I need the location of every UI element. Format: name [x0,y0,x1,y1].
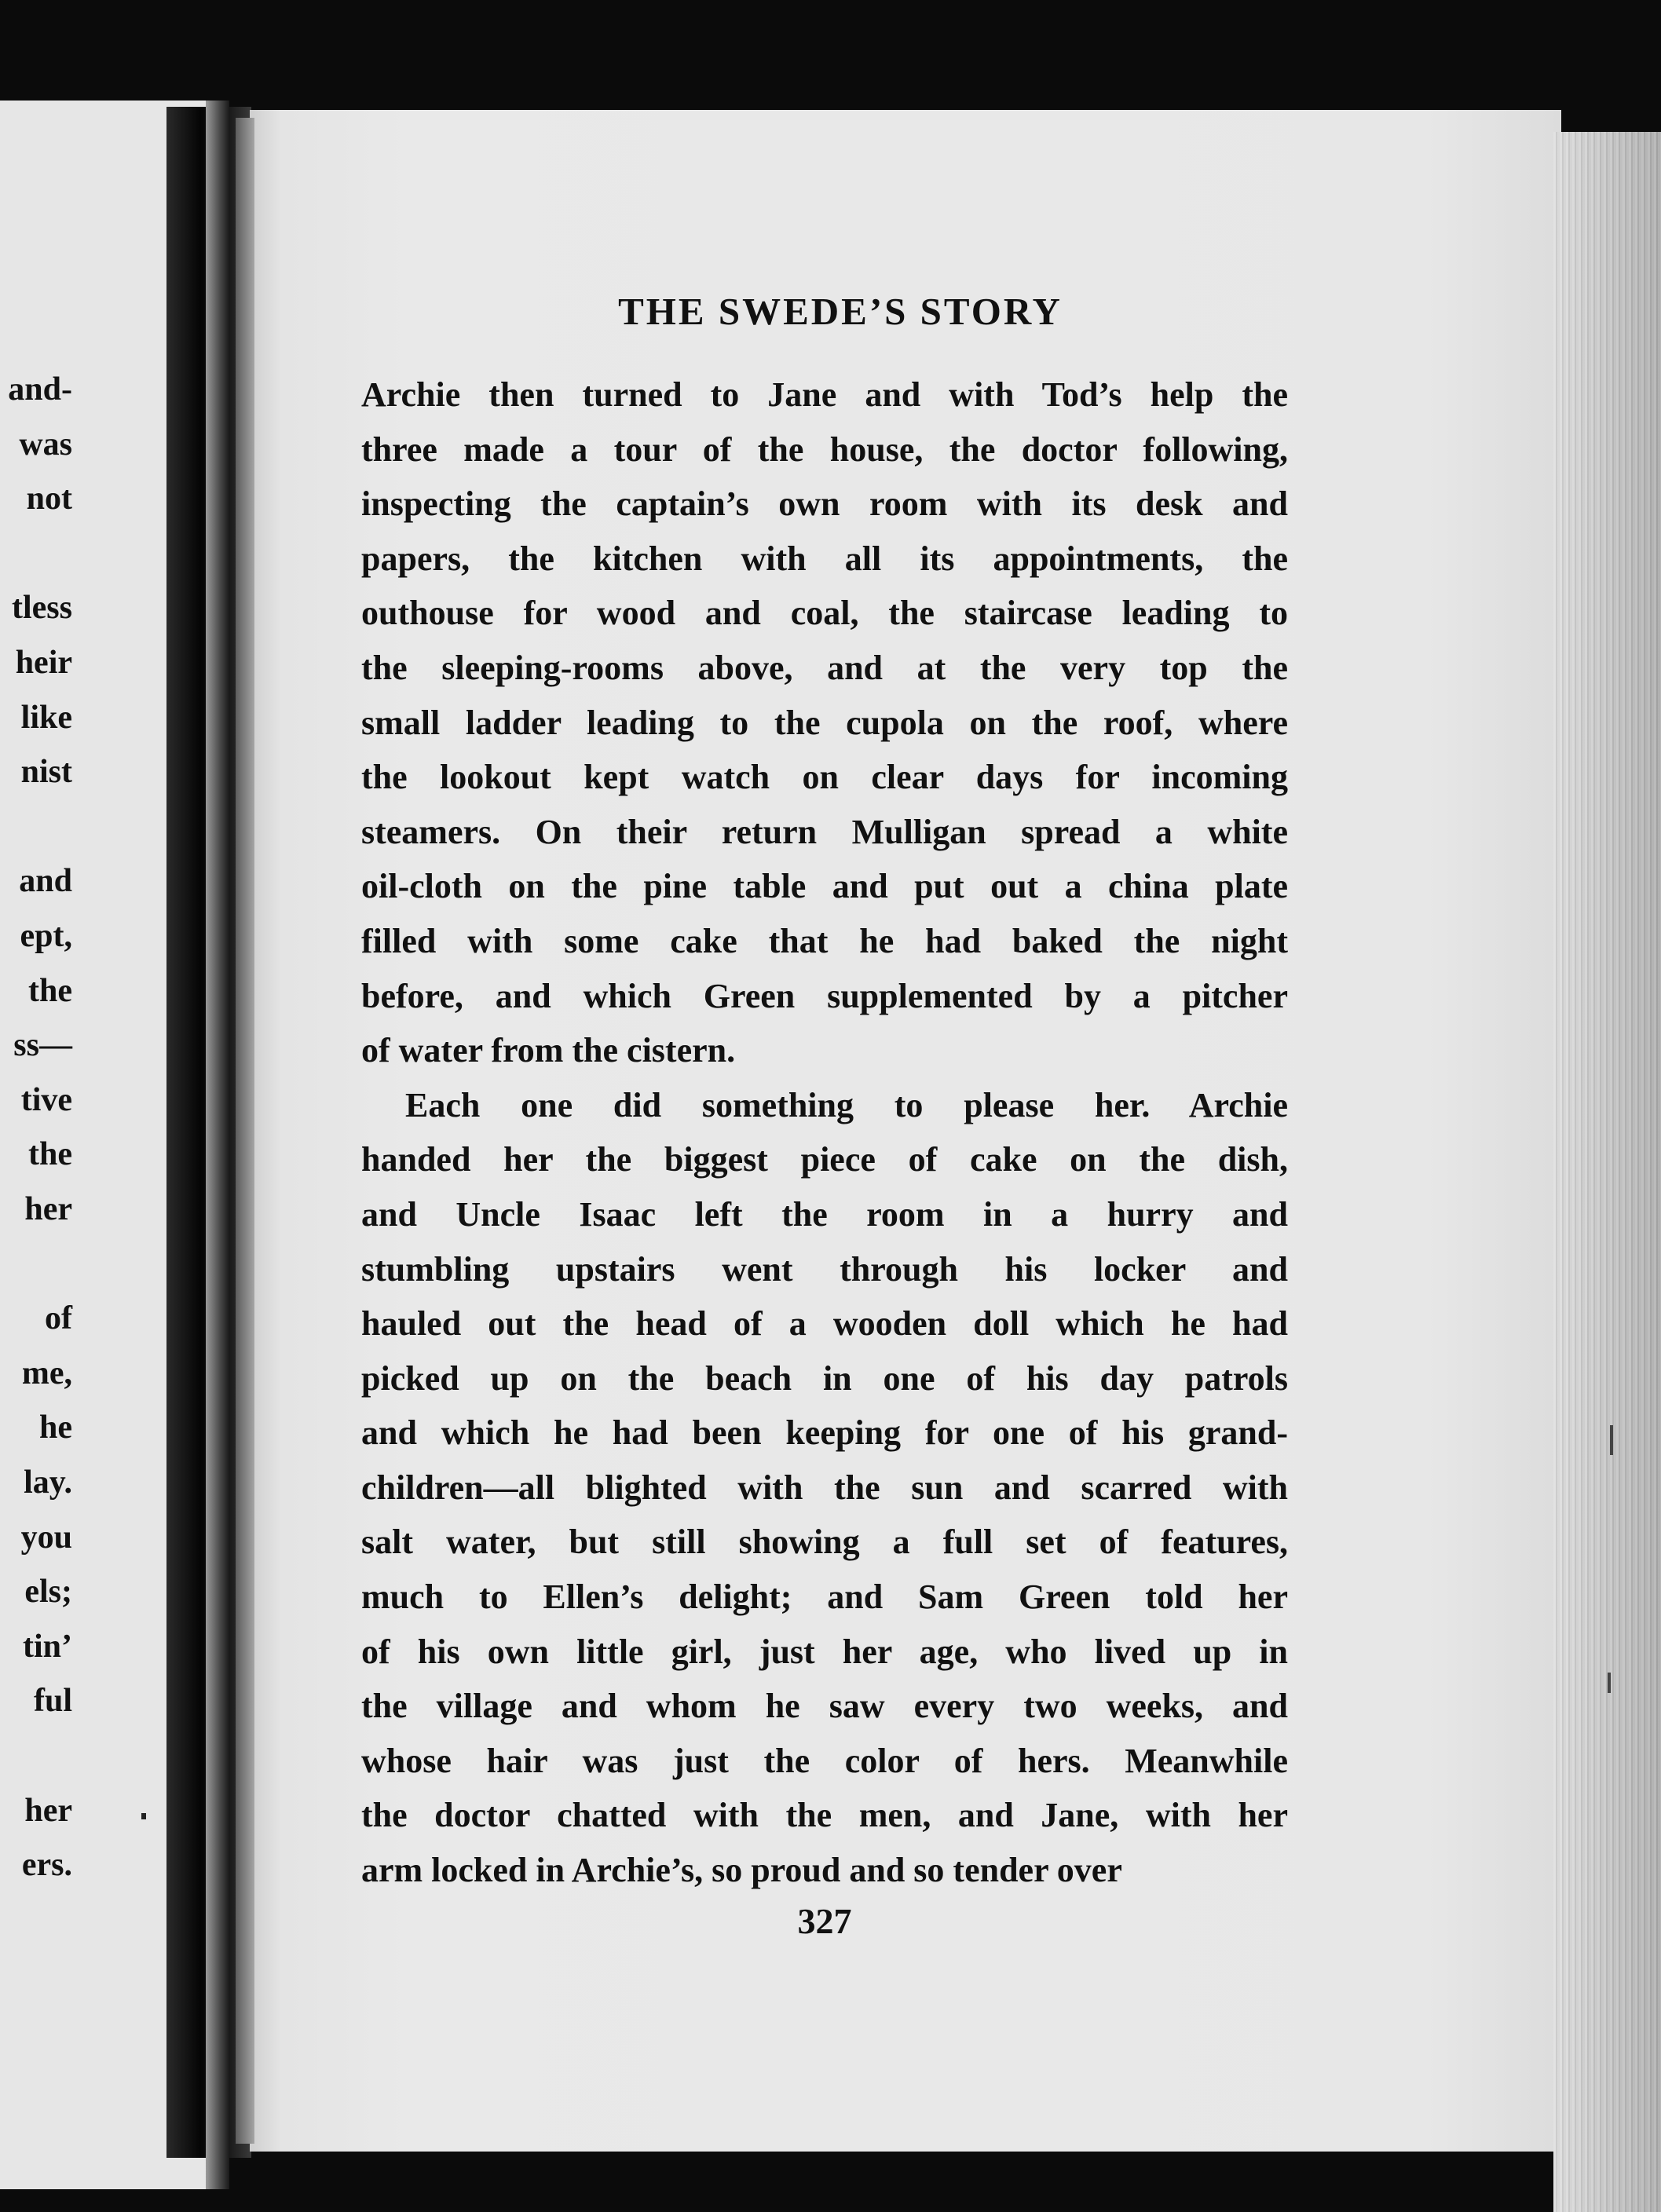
text-line: small ladder leading to the cupola on the roof, where [361,703,1288,742]
text-line: the village and whom he saw every two weeks, and [361,1687,1288,1726]
facing-page-line: ful [33,1683,72,1720]
facing-page-line: and [19,863,72,900]
facing-page-line: the [28,1136,72,1173]
facing-page-line: ers. [21,1847,72,1884]
facing-page-line: me, [21,1355,72,1391]
text-line: inspecting the captain’s own room with its desk and [361,484,1288,524]
text-line: steamers. On their return Mulligan spread a white [361,812,1288,851]
facing-page-line: lay. [24,1464,72,1501]
text-line: filled with some cake that he had baked the night [361,921,1288,960]
text-line: the lookout kept watch on clear days for incoming [361,758,1288,797]
text-line: three made a tour of the house, the doctor following, [361,430,1288,469]
text-line: hauled out the head of a wooden doll which he had [361,1304,1288,1344]
text-line: and Uncle Isaac left the room in a hurry and [361,1194,1288,1234]
facing-page-line: you [20,1519,72,1556]
text-line: whose hair was just the color of hers. Meanwhile [361,1741,1288,1780]
text-line: papers, the kitchen with all its appointments, the [361,539,1288,578]
text-line: Archie then turned to Jane and with Tod’s help the [361,375,1288,414]
text-line: stumbling upstairs went through his locker and [361,1249,1288,1289]
facing-page-line: els; [24,1574,72,1611]
text-line: of his own little girl, just her age, who lived up in [361,1632,1288,1671]
text-line: of water from the cistern. [361,1031,736,1070]
text-line: children—all blighted with the sun and scarred with [361,1468,1288,1507]
facing-page-line: nist [20,754,72,791]
facing-page-gutter [206,101,229,2189]
text-line: salt water, but still showing a full set of features, [361,1523,1288,1562]
facing-page-line: like [20,699,72,736]
page-number: 327 [797,1901,852,1941]
facing-page-line: ept, [20,918,72,954]
facing-page-line: heir [15,645,72,681]
facing-page-line: was [19,426,72,463]
text-line: outhouse for wood and coal, the staircase leading to [361,594,1288,633]
facing-page-line: tin’ [23,1628,72,1665]
facing-page-line: and- [8,371,72,408]
text-line: the doctor chatted with the men, and Jane, with her [361,1796,1288,1835]
page-inner-margin-shadow [236,118,254,2144]
facing-page-line: he [39,1409,72,1446]
body-text [361,367,1288,1898]
facing-page-line: her [24,1792,72,1829]
facing-page-line: tless [12,590,72,627]
running-head: THE SWEDE’S STORY [618,290,1063,333]
text-line: oil-cloth on the pine table and put out a china plate [361,867,1288,906]
text-line: Each one did something to please her. Archie [405,1085,1288,1124]
paragraph [361,1078,1288,1898]
ink-speck [1610,1425,1613,1455]
ink-speck [1608,1673,1611,1693]
page-edges-shade [1553,132,1661,2212]
facing-page-line: not [26,481,72,517]
text-line: picked up on the beach in one of his day patrols [361,1358,1288,1398]
text-line: the sleeping-rooms above, and at the very top the [361,648,1288,687]
facing-page-line: her [24,1191,72,1227]
facing-page-line: ss— [13,1027,72,1064]
ink-speck [141,1813,146,1819]
text-line: arm locked in Archie’s, so proud and so tender over [361,1851,1122,1890]
text-line: much to Ellen’s delight; and Sam Green told her [361,1578,1288,1617]
text-line: and which he had been keeping for one of his grand- [361,1413,1288,1453]
facing-page-line: the [28,972,72,1009]
paragraph [361,367,1288,1078]
facing-page-line: tive [20,1081,72,1118]
facing-page-line: of [45,1300,72,1337]
text-line: handed her the biggest piece of cake on the dish, [361,1140,1288,1179]
text-line: before, and which Green supplemented by a pitcher [361,976,1288,1015]
